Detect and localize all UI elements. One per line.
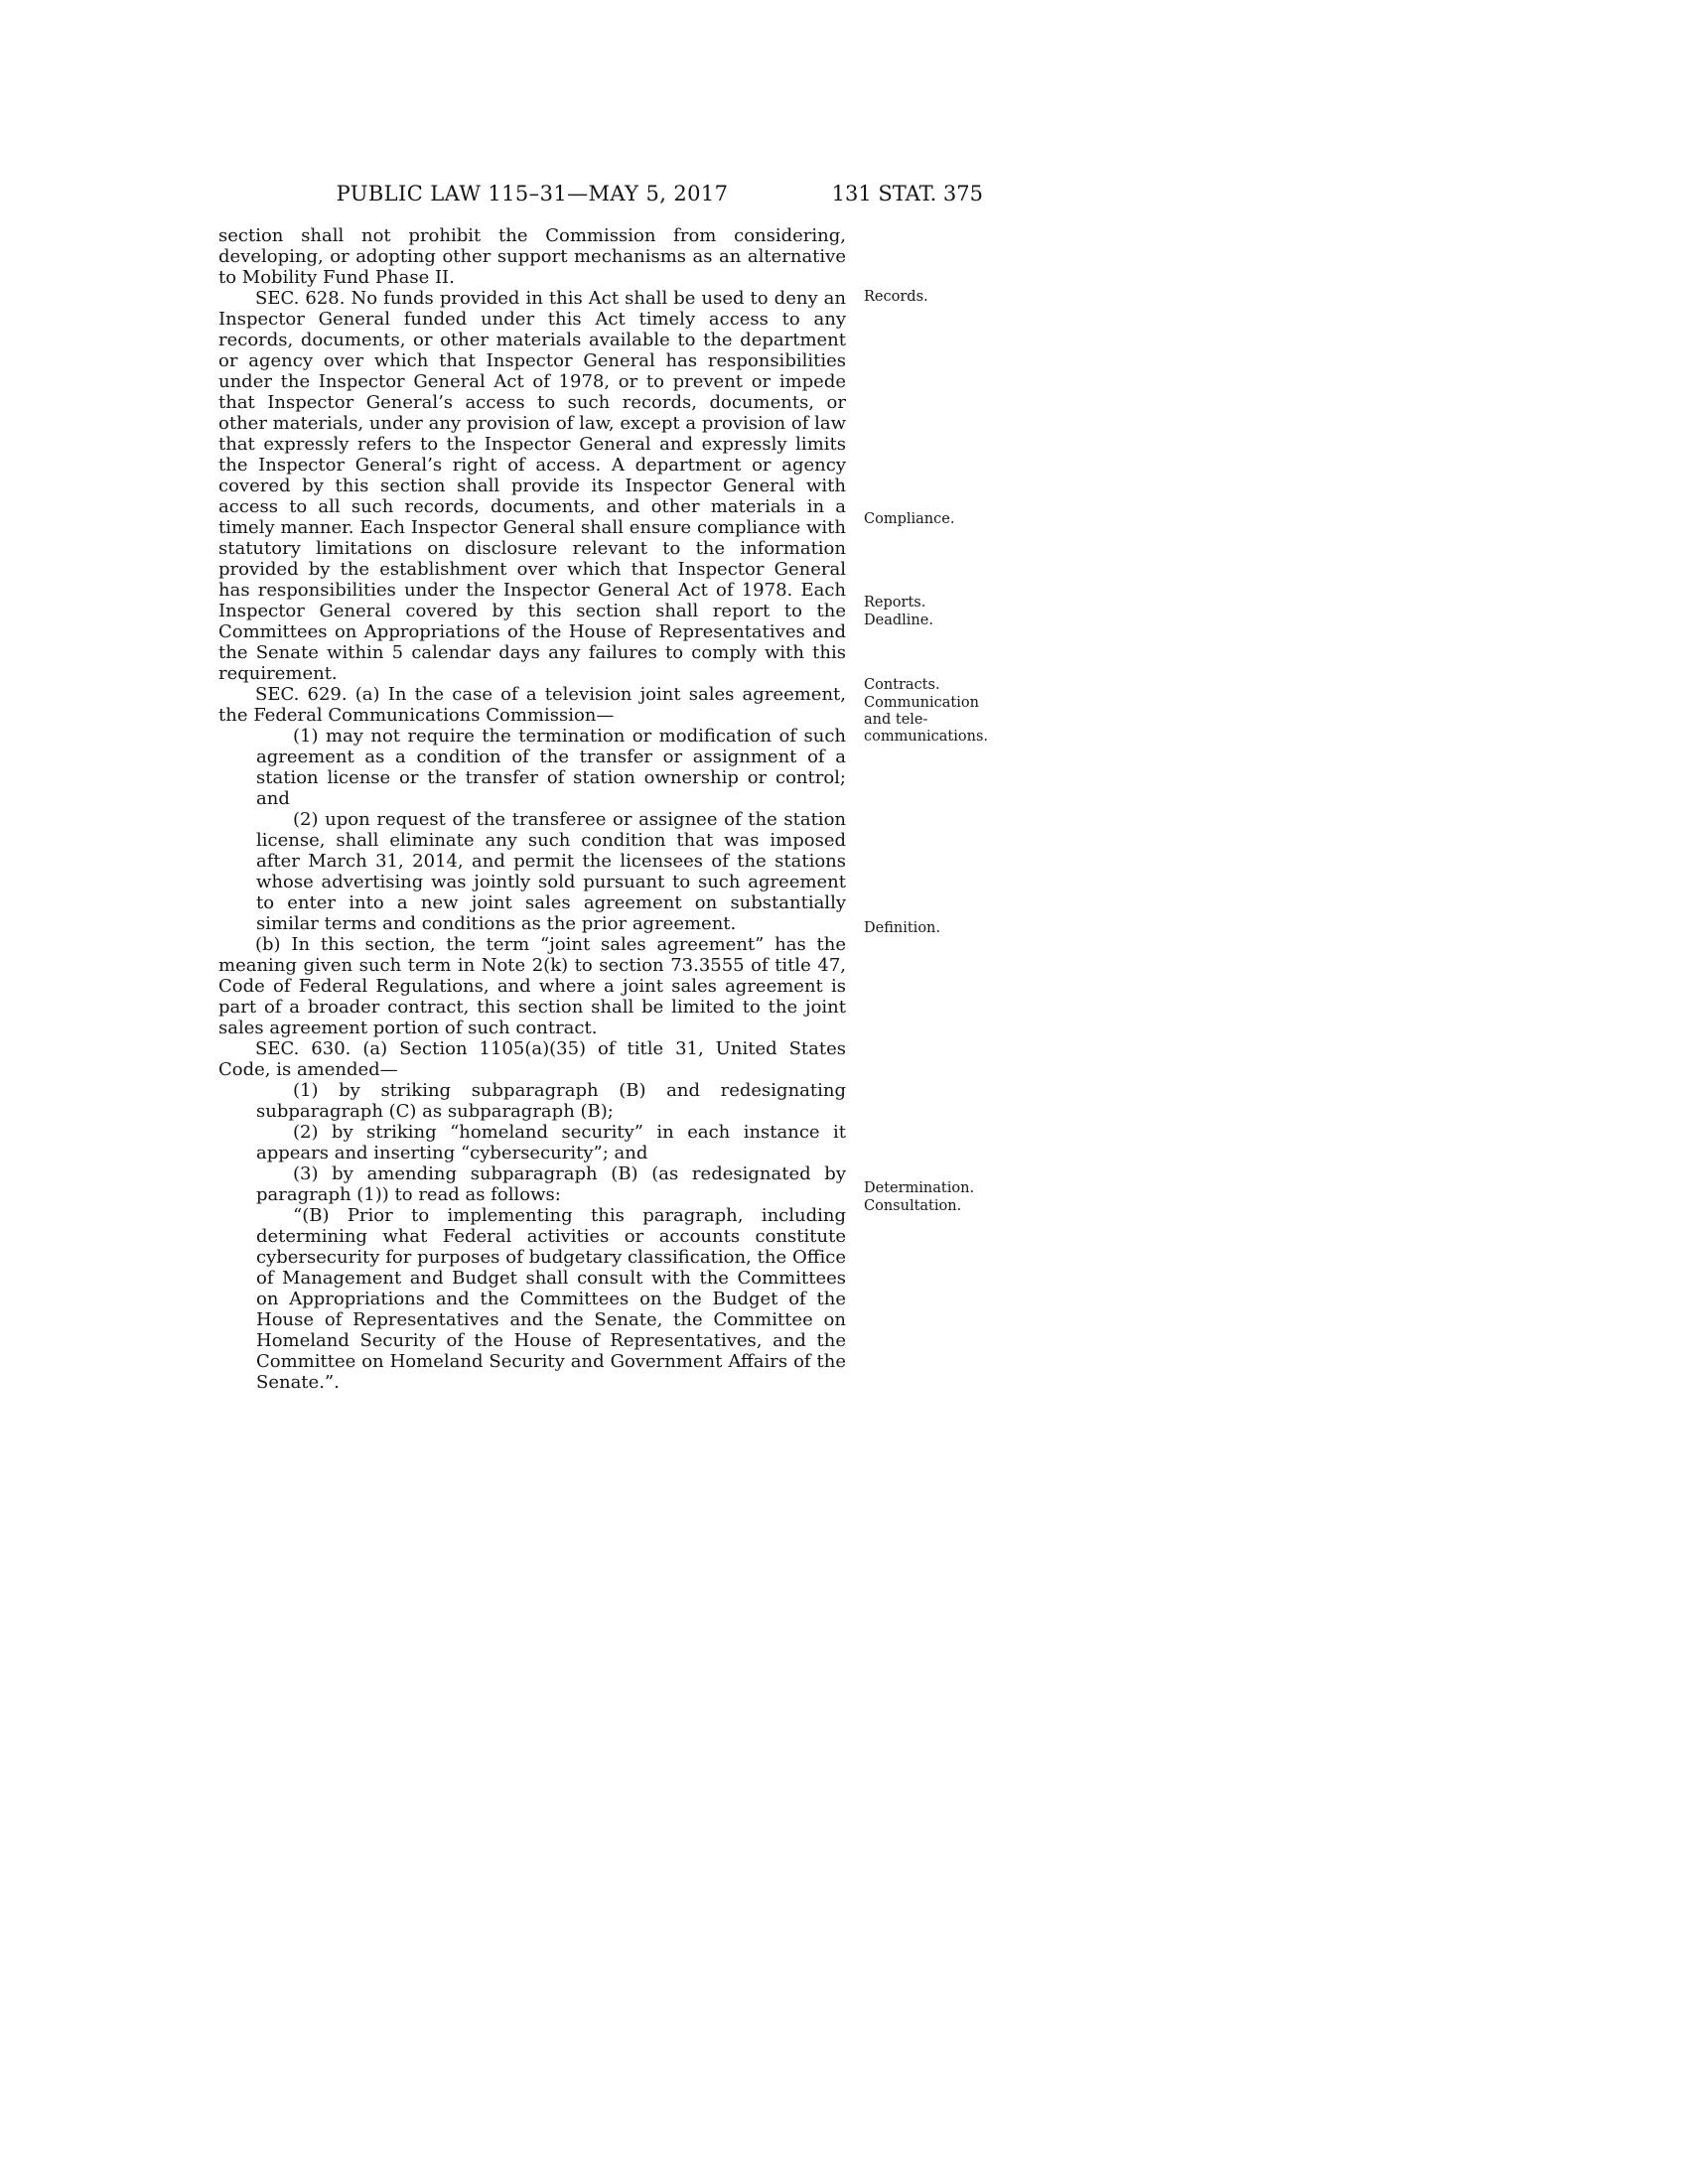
margin-note-determination: Determination. [864,1180,975,1196]
paragraph-sec-630-subpara-b-quote: “(B) Prior to implementing this paragraph, including determining what Federal activities or accounts constitute cybersecurity for purposes of budgetary classification, the Office of Management and Budget shall consult with the Committees on Appropriations and the Committees on the Budget of the House of Representatives and the Senate, the Committee on Homeland Security of the House of Representatives, and the Committee on Homeland Security and Government Affairs of the Senate.”. [256,1205,846,1393]
margin-note-definition: Definition. [864,920,940,936]
margin-note-compliance: Compliance. [864,511,955,527]
margin-note-consultation: Consultation. [864,1198,962,1214]
paragraph-sec-629-clause-1: (1) may not require the termination or modification of such agreement as a condition of the transfer or assignment of a station license or the transfer of station ownership or control; and [256,726,846,809]
paragraph-sec-628: SEC. 628. No funds provided in this Act shall be used to deny an Inspector General funded under this Act timely access to any records, documents, or other materials available to the department or agency over which that Inspector General has responsibilities under the Inspector General Act of 1978, or to prevent or impede that Inspector General’s access to such records, documents, or other materials, under any provision of law, except a provision of law that expressly refers to the Inspector General and expressly limits the Inspector General’s right of access. A department or agency covered by this section shall provide its Inspector General with access to all such records, documents, and other materials in a timely manner. Each Inspector General shall ensure compliance with statutory limitations on disclosure relevant to the information provided by the establishment over which that Inspector General has responsibilities under the Inspector General Act of 1978. Each Inspector General covered by this section shall report to the Committees on Appropriations of the House of Representatives and the Senate within 5 calendar days any failures to comply with this requirement. [218,288,846,684]
paragraph-sec-629-subsection-b: (b) In this section, the term “joint sales agreement” has the meaning given such term in Note 2(k) to section 73.3555 of title 47, Code of Federal Regulations, and where a joint sales agreement is part of a broader contract, this section shall be limited to the joint sales agreement portion of such contract. [218,934,846,1038]
running-head-stat-citation: 131 STAT. 375 [831,182,983,205]
margin-note-records: Records. [864,289,928,305]
running-head-law-title: PUBLIC LAW 115–31—MAY 5, 2017 [336,182,729,205]
paragraph-sec-629-intro: SEC. 629. (a) In the case of a television joint sales agreement, the Federal Communications Commission— [218,684,846,726]
paragraph-sec-629-clause-2: (2) upon request of the transferee or assignee of the station license, shall eliminate any such condition that was imposed after March 31, 2014, and permit the licensees of the stations whose advertising was jointly sold pursuant to such agreement to enter into a new joint sales agreement on substantially similar terms and conditions as the prior agreement. [256,809,846,934]
paragraph-continuation: section shall not prohibit the Commission from considering, developing, or adopting other support mechanisms as an alternative to Mobility Fund Phase II. [218,225,846,288]
margin-note-contracts: Contracts. [864,677,940,693]
paragraph-sec-630-clause-1: (1) by striking subparagraph (B) and redesignating subparagraph (C) as subparagraph (B); [256,1080,846,1122]
body-text-column [218,225,846,1393]
paragraph-sec-630-intro: SEC. 630. (a) Section 1105(a)(35) of title 31, United States Code, is amended— [218,1038,846,1080]
margin-note-reports: Reports. [864,595,926,611]
paragraph-sec-630-clause-2: (2) by striking “homeland security” in each instance it appears and inserting “cybersecurity”; and [256,1122,846,1163]
margin-note-communication-telecommunications: Communication and telecommunications. [864,695,989,745]
paragraph-sec-630-clause-3: (3) by amending subparagraph (B) (as redesignated by paragraph (1)) to read as follows: [256,1163,846,1205]
margin-note-deadline: Deadline. [864,613,933,628]
